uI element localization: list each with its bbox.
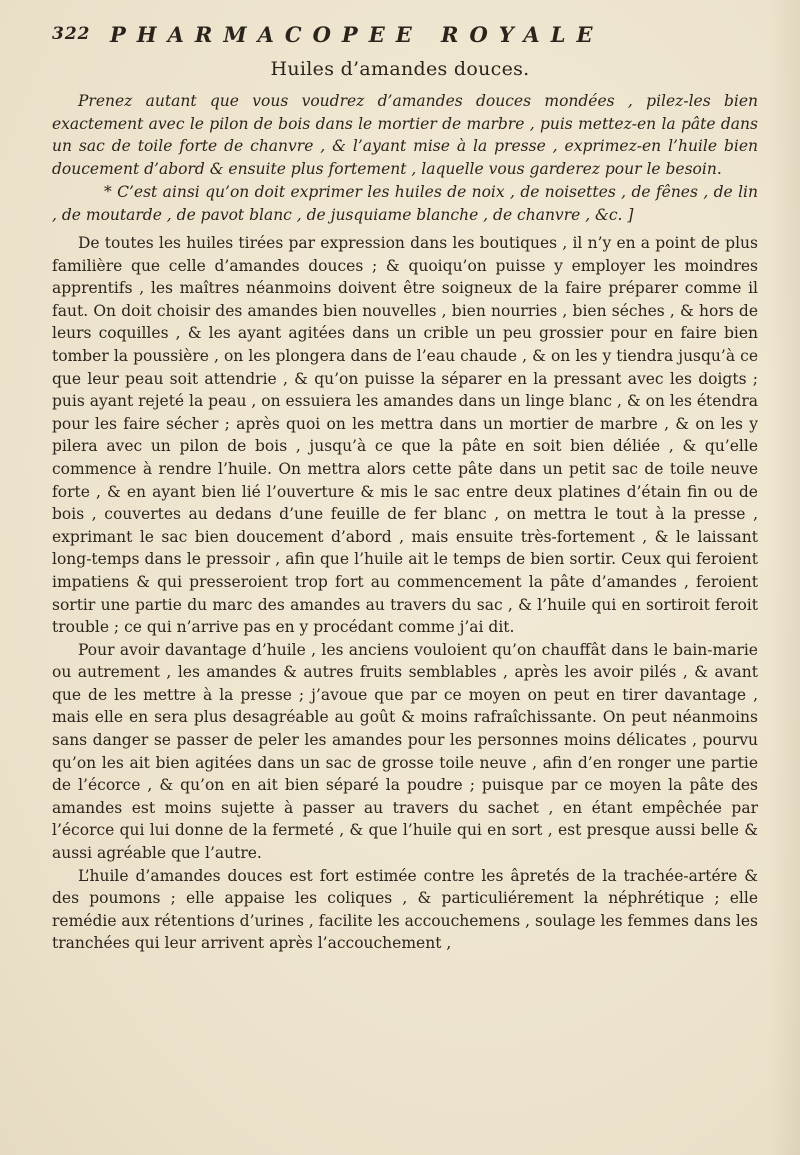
recipe-paragraph: Prenez autant que vous voudrez d’amandes douces mondées , pilez-les bien exactement avec le pilon de bois dans le mortier de marbre , puis mettez-en la pâte dans un sac de toile forte de chanvre , & l’ayant mise à la presse , exprimez-en l’huile bien doucement d’abord & ensuite plus fortement , laquelle vous garderez pour le besoin. [52, 92, 758, 178]
paragraph-virtues: L’huile d’amandes douces est fort estimée contre les âpretés de la trachée-artére & des poumons ; elle appaise les coliques , & particuliérement la néphrétique ; elle remédie aux rétentions d’urines , facilite les accouchemens , soulage les femmes dans les tranchées qui leur arrivent après l’accouchement , [52, 866, 758, 953]
paragraph-heating: Pour avoir davantage d’huile , les anciens vouloient qu’on chauffât dans le bain-marie ou autrement , les amandes & autres fruits semblables , après les avoir pilés , & avant que de les mettre à la presse ; j’avoue que par ce moyen on peut en tirer davantage , mais elle en sera plus desagréable au goût & moins rafraîchissante. On peut néanmoins sans danger se passer de peler les amandes pour les personnes moins délicates , pourvu qu’on les ait bien agitées dans un sac de grosse toile neuve , afin d’en ronger une partie de l’écorce , & qu’on en ait bien séparé la poudre ; puisque par ce moyen la pâte des amandes est moins sujette à passer au travers du sachet , en étant empêchée par l’écorce qui lui donne de la fermeté , & que l’huile qui en sort , est presque aussi belle & aussi agréable que l’autre. [52, 640, 758, 863]
page-number: 322 [52, 24, 91, 44]
section-title: Huiles d’amandes douces. [270, 58, 530, 80]
running-head [52, 22, 758, 50]
paragraph-preparation: De toutes les huiles tirées par expression dans les boutiques , il n’y en a point de plus familière que celle d’amandes douces ; & quoiqu’on puisse y employer les moindres apprentifs , les maîtres néanmoins doivent être soigneux de la faire préparer comme il faut. On doit choisir des amandes bien nouvelles , bien nourries , bien séches , & hors de leurs coquilles , & les ayant agitées dans un crible un peu grossier pour en faire bien tomber la poussière , on les plongera dans de l’eau chaude , & on les y tiendra jusqu’à ce que leur peau soit attendrie , & qu’on puisse la séparer en la pressant avec les doigts ; puis ayant rejeté la peau , on essuiera les amandes dans un linge blanc , & on les étendra pour les faire sécher ; après quoi on les mettra dans un mortier de marbre , & on les y pilera avec un pilon de bois , jusqu’à ce que la pâte en soit bien déliée , & qu’elle commence à rendre l’huile. On mettra alors cette pâte dans un petit sac de toile neuve forte , & en ayant bien lié l’ouverture & mis le sac entre deux platines d’étain fin ou de bois , couvertes au dedans d’une feuille de fer blanc , on mettra le tout à la presse , exprimant le sac bien doucement d’abord , mais ensuite très-fortement , & le laissant long-temps dans le pressoir , afin que l’huile ait le temps de bien sortir. Ceux qui feroient impatiens & qui presseroient trop fort au commencement la pâte d’amandes , feroient sortir une partie du marc des amandes au travers du sac , & l’huile qui en sortiroit feroit trouble ; ce qui n’arrive pas en y procédant comme j’ai dit. [52, 234, 758, 637]
running-title: PHARMACOPEE ROYALE [110, 22, 604, 47]
page-edge-shadow [770, 0, 800, 1155]
note-paragraph: * C’est ainsi qu’on doit exprimer les huiles de noix , de noisettes , de fênes , de lin , de moutarde , de pavot blanc , de jusquiame blanche , de chanvre , &c. ] [52, 183, 758, 224]
body-text [52, 90, 758, 955]
